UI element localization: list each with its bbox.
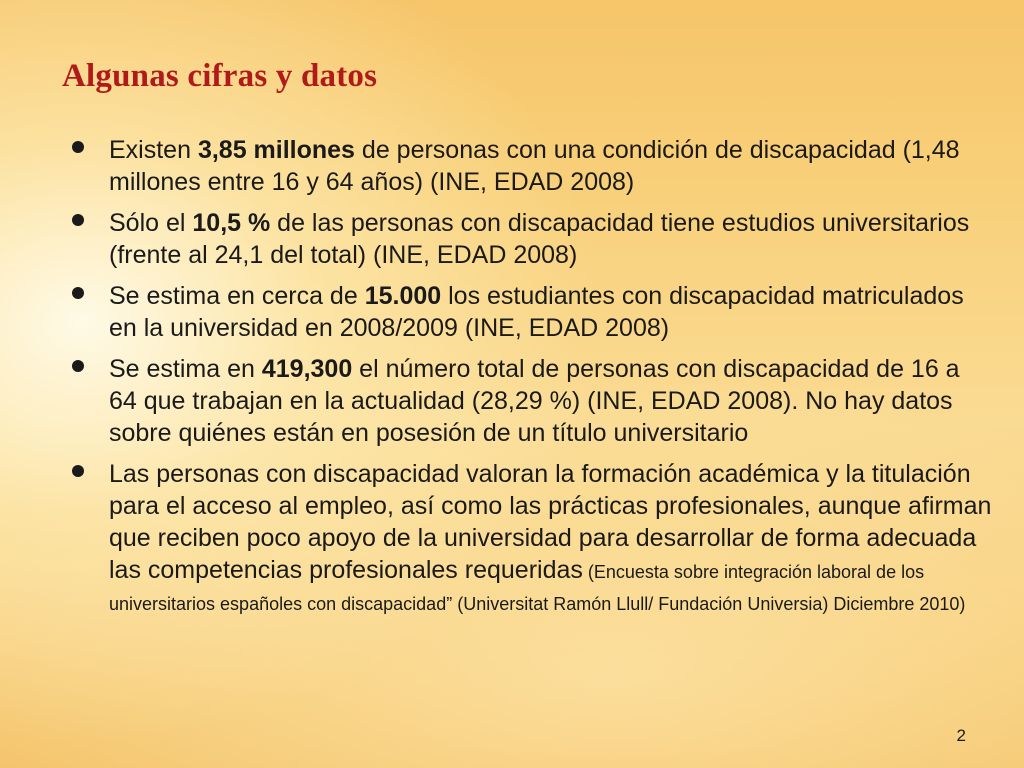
page-number: 2: [956, 726, 966, 745]
bullet-highlight: 3,85 millones: [197, 136, 355, 164]
bullet-dot-icon: [72, 287, 84, 299]
bullet-text: Se estima en cerca de: [109, 282, 365, 310]
bullet-dot-icon: [72, 465, 84, 477]
bullet-item: [72, 207, 992, 271]
bullet-highlight: 10,5 %: [192, 209, 271, 237]
bullet-dot-icon: [72, 360, 84, 372]
bullet-list: [72, 134, 992, 627]
slide-title: Algunas cifras y datos: [62, 58, 378, 94]
bullet-text: de las personas con discapacidad tiene estudios universitarios (frente al 24,1 del total) (INE, EDAD 2008): [109, 209, 970, 269]
bullet-text: Se estima en: [109, 355, 262, 383]
bullet-text: Existen: [109, 136, 198, 164]
bullet-text: Las personas con discapacidad valoran la formación académica y la titulación para el acceso al empleo, así como las prácticas profesionales, aunque afirman que reciben poco apoyo de la universidad para desarrollar de forma adecuada las competencias profesionales requeridas: [109, 460, 992, 584]
bullet-item: [72, 134, 992, 198]
bullet-item: [72, 458, 992, 618]
bullet-item: [72, 280, 992, 344]
bullet-item: [72, 353, 992, 449]
bullet-text: los estudiantes con discapacidad matriculados en la universidad en 2008/2009 (INE, EDAD 2008): [109, 282, 964, 342]
bullet-dot-icon: [72, 141, 84, 153]
bullet-text: Sólo el: [109, 209, 193, 237]
bullet-highlight: 15.000: [364, 282, 442, 310]
bullet-text: el número total de personas con discapacidad de 16 a 64 que trabajan en la actualidad (28,29 %) (INE, EDAD 2008). No hay datos sobre quiénes están en posesión de un título universitario: [109, 355, 960, 447]
bullet-text: de personas con una condición de discapacidad (1,48 millones entre 16 y 64 años) (INE, EDAD 2008): [109, 136, 960, 196]
bullet-dot-icon: [72, 214, 84, 226]
bullet-highlight: 419,300: [261, 355, 353, 383]
bullet-source-citation: (Encuesta sobre integración laboral de los universitarios españoles con discapacidad” (Universitat Ramón Llull/ Fundación Universia) Diciembre 2010): [109, 562, 966, 614]
